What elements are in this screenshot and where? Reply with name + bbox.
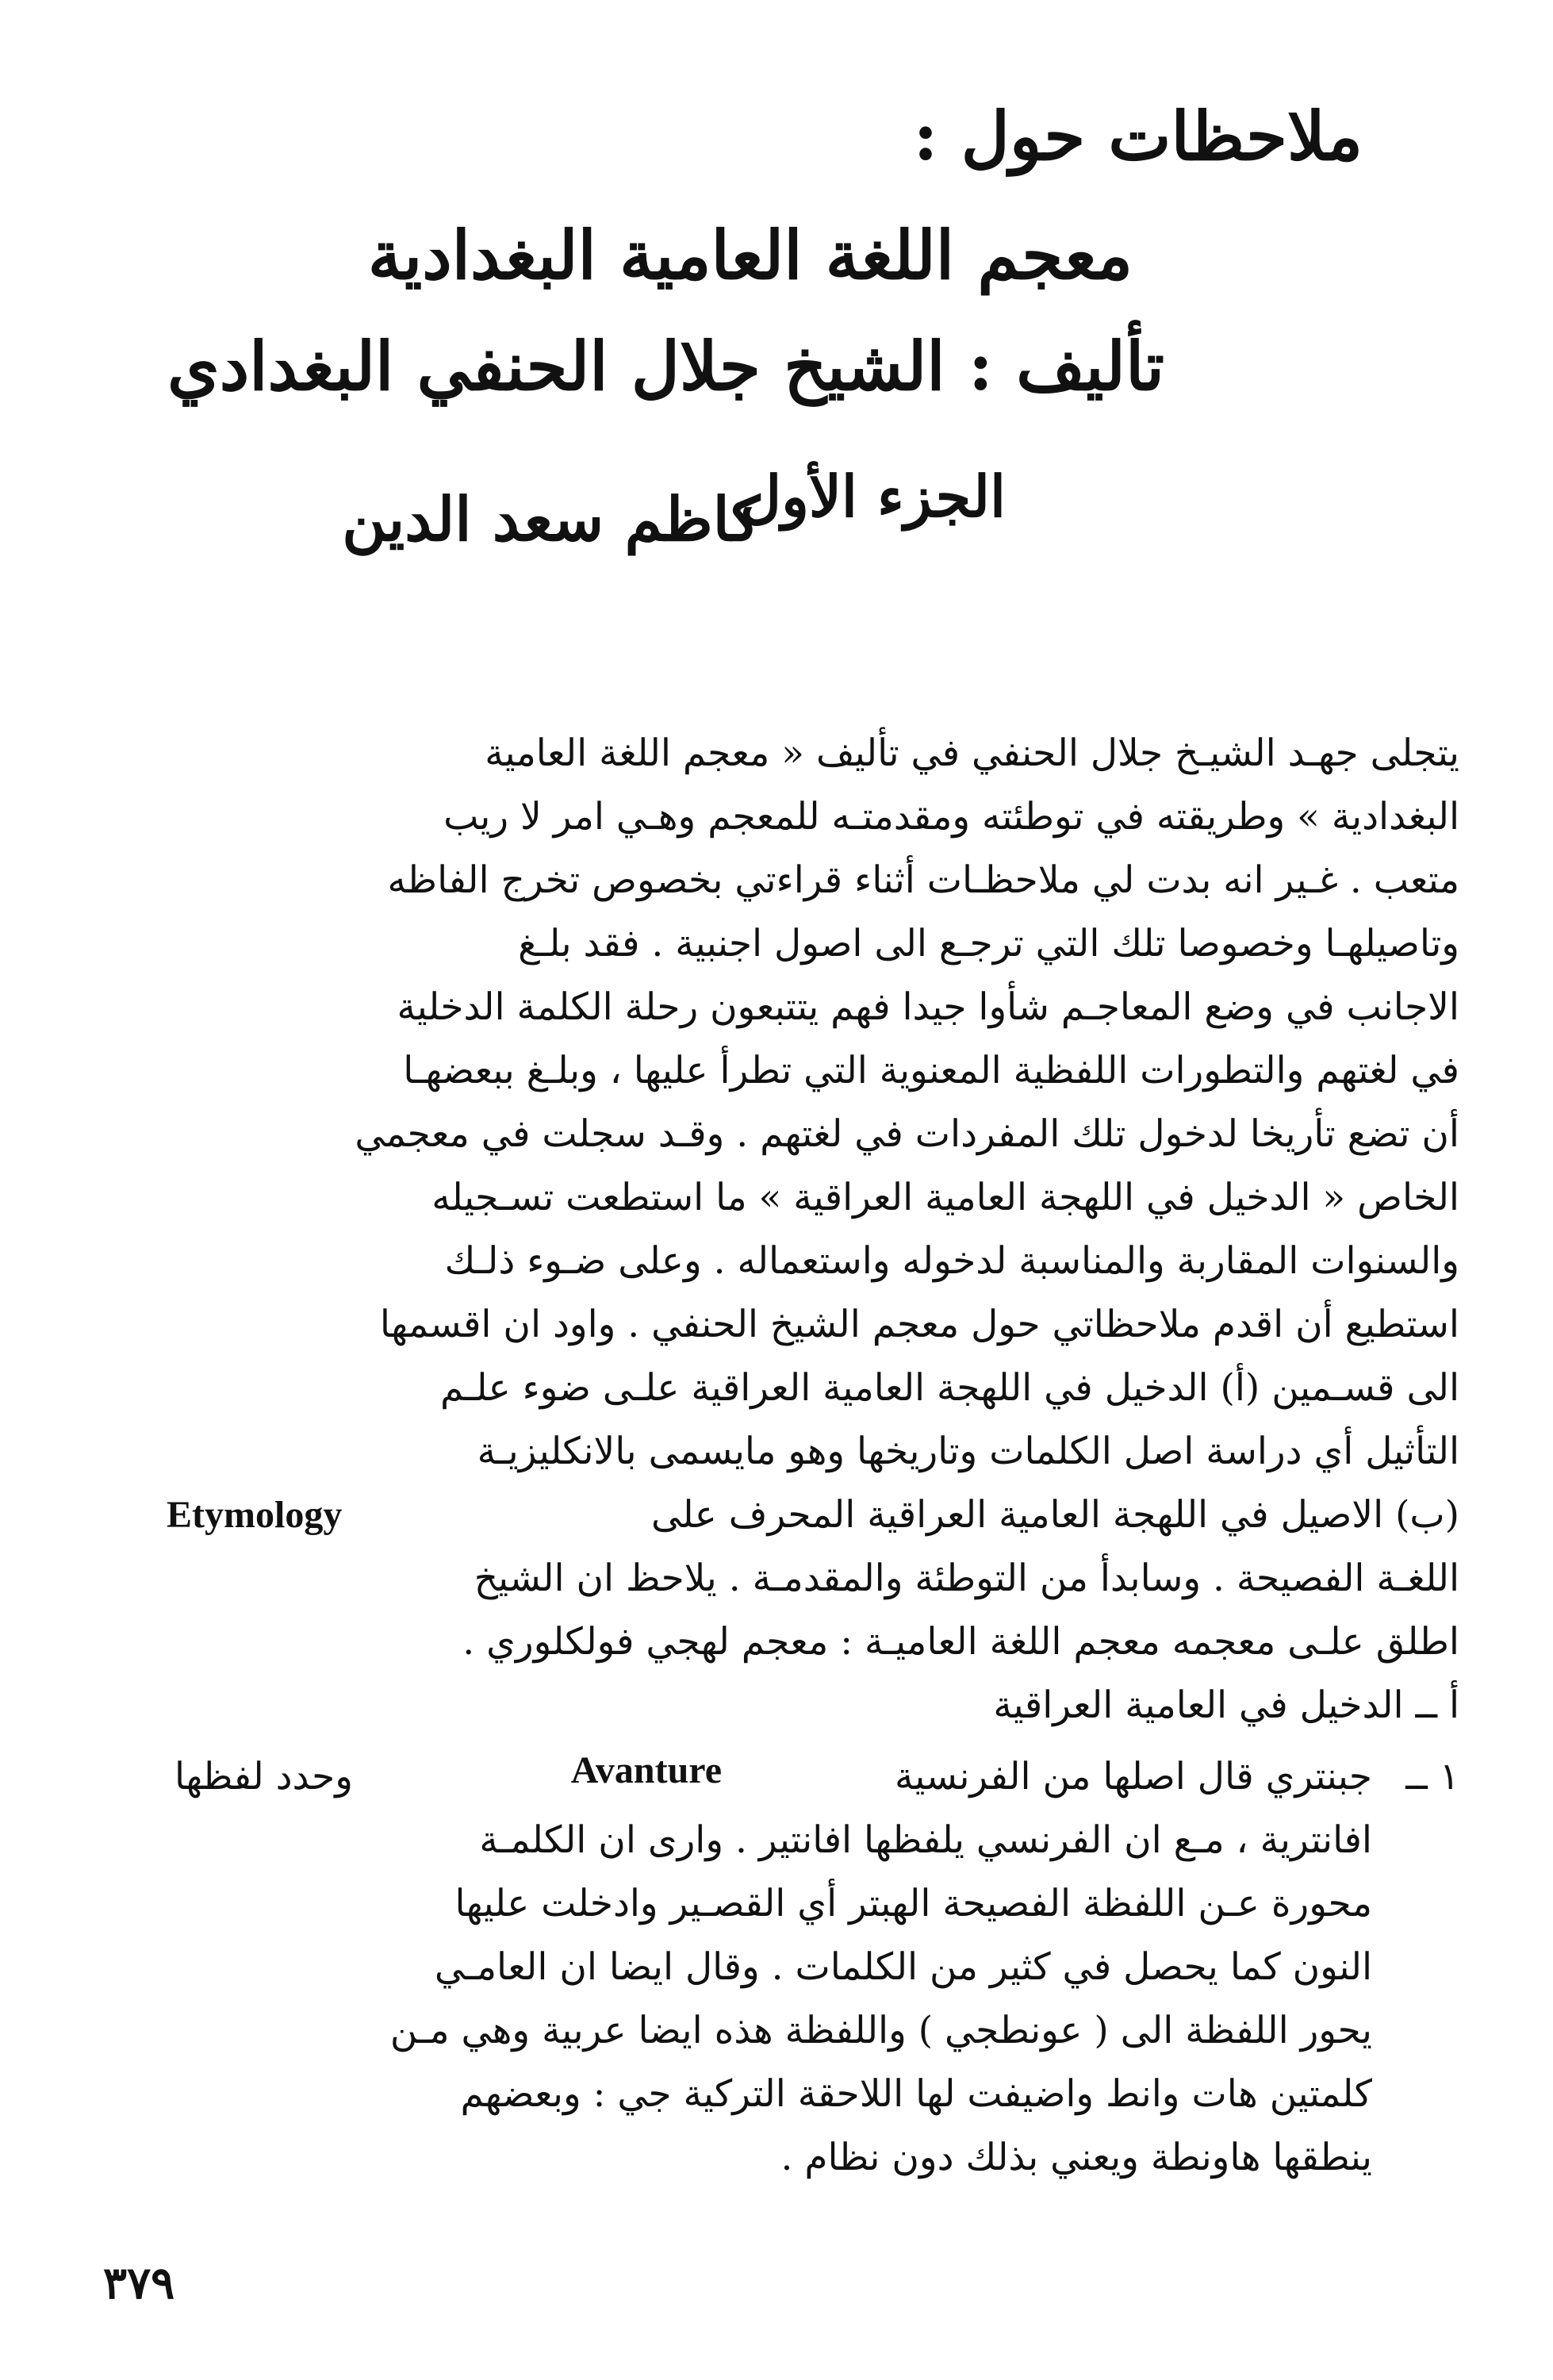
- section-heading: أ ــ الدخيل في العامية العراقية: [993, 1683, 1459, 1727]
- body-line: الاجانب في وضع المعاجـم شأوا جيدا فهم يتتبعون رحلة الكلمة الدخلية: [397, 985, 1459, 1029]
- body-line: استطيع أن اقدم ملاحظاتي حول معجم الشيخ الحنفي . واود ان اقسمها: [379, 1303, 1459, 1346]
- entry-line: النون كما يحصل في كثير من الكلمات . وقال ايضا ان العامـي: [434, 1945, 1372, 1989]
- body-line: والسنوات المقاربة والمناسبة لدخوله واستعماله . وعلى ضـوء ذلـك: [444, 1239, 1459, 1283]
- entry-term: Avanture: [570, 1749, 722, 1791]
- entry-first-line: [95, 1745, 1459, 1809]
- body-line: أن تضع تأريخا لدخول تلك المفردات في لغتهم . وقـد سجلت في معجمي: [355, 1112, 1459, 1156]
- entry-line: كلمتين هات وانط واضيفت لها اللاحقة التركية جي : وبعضهم: [460, 2072, 1372, 2116]
- entry-body: [95, 1809, 1372, 2190]
- entry-head-text: جبنتري قال اصلها من الفرنسية: [895, 1755, 1372, 1798]
- body-line: البغدادية » وطريقته في توطئته ومقدمتـه للمعجم وهـي امر لا ريب: [443, 795, 1459, 839]
- body-line: التأثيل أي دراسة اصل الكلمات وتاريخها وهو مايسمى بالانكليزيـة: [477, 1430, 1459, 1473]
- heading-line-author-credit: تأليف : الشيخ جلال الحنفي البغدادي: [167, 327, 1164, 405]
- dictionary-entry: [95, 1745, 1459, 2190]
- body-line: وتاصيلهـا وخصوصا تلك التي ترجـع الى اصول اجنبية . فقد بلـغ: [518, 922, 1459, 965]
- body-line: في لغتهم والتطورات اللفظية المعنوية التي تطرأ عليها ، وبلـغ ببعضهـا: [403, 1049, 1459, 1092]
- body-line: الخاص « الدخيل في اللهجة العامية العراقية » ما استطعت تسـجيله: [431, 1176, 1459, 1219]
- entry-line: محورة عـن اللفظة الفصيحة الهبتر أي القصـير وادخلت عليها: [454, 1882, 1372, 1925]
- entry-number: ١ ــ: [1405, 1755, 1459, 1798]
- body-line: الى قسـمين (أ) الدخيل في اللهجة العامية العراقية علـى ضوء علـم: [440, 1366, 1459, 1410]
- entry-line: افانترية ، مـع ان الفرنسي يلفظها افانتير . وارى ان الكلمـة: [479, 1818, 1372, 1862]
- page-number: ٣٧٩: [103, 2257, 175, 2309]
- article-body: [95, 722, 1459, 1737]
- body-line: اللغـة الفصيحة . وسابدأ من التوطئة والمقدمـة . يلاحظ ان الشيخ: [474, 1557, 1459, 1600]
- article-author: كاظم سعد الدين: [342, 484, 760, 555]
- heading-line-dictionary-title: معجم اللغة العامية البغدادية: [367, 216, 1133, 294]
- entry-line: يحور اللفظة الى ( عونطجي ) واللفظة هذه ايضا عربية وهي مـن: [389, 2009, 1372, 2052]
- etymology-arabic-text: (ب) الاصيل في اللهجة العامية العراقية المحرف على: [651, 1493, 1459, 1537]
- body-line: اطلق علـى معجمه معجم اللغة العاميـة : معجم لهجي فولكلوري .: [462, 1620, 1459, 1664]
- body-line: متعب . غـير انه بدت لي ملاحظـات أثناء قراءتي بخصوص تخرج الفاظه: [387, 858, 1459, 902]
- etymology-term: Etymology: [167, 1494, 343, 1536]
- heading-line-notes-on: ملاحظات حول :: [913, 97, 1363, 175]
- body-line-etymology: [95, 1484, 1459, 1547]
- body-line: يتجلى جهـد الشيـخ جلال الحنفي في تأليف « معجم اللغة العامية: [485, 731, 1459, 775]
- entry-line: ينطقها هاونطة ويعني بذلك دون نظام .: [780, 2136, 1372, 2179]
- entry-tail-text: وحدد لفظها: [174, 1755, 353, 1798]
- heading-line-volume: الجزء الأول: [739, 463, 1006, 530]
